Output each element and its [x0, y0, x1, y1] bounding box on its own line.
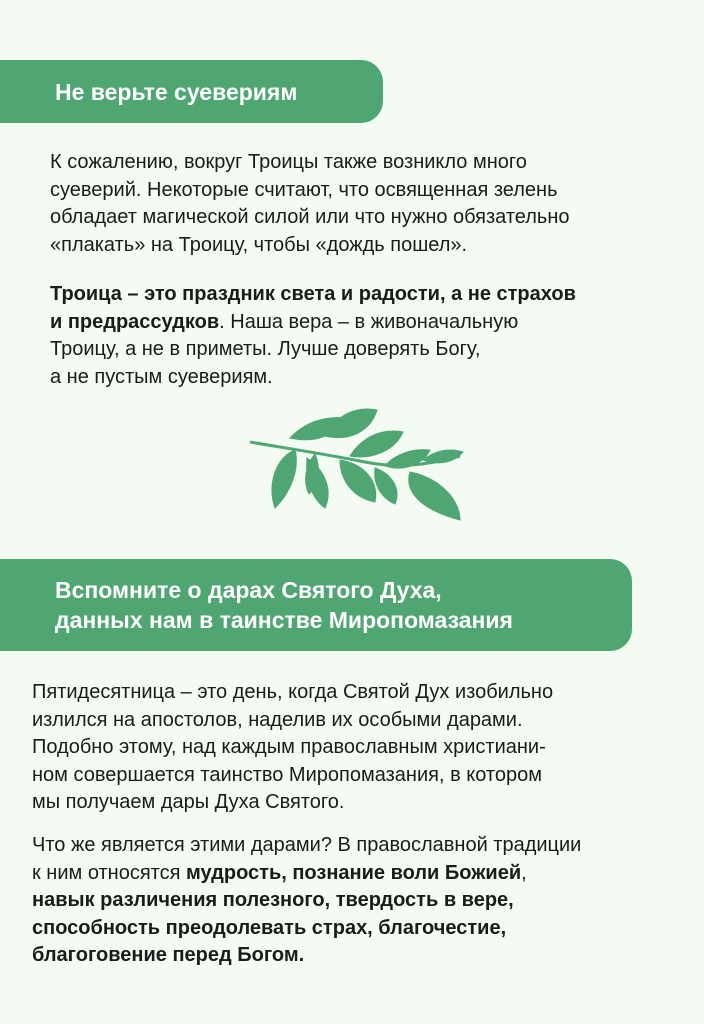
bold-text: и предрассудков: [50, 310, 220, 333]
text-line: суеверий. Некоторые считают, что освященная зелень: [50, 178, 558, 201]
text-line: [32, 915, 581, 943]
bold-text: навык различения полезного, твердость в вере,: [32, 889, 514, 911]
text-segment: ,: [521, 861, 527, 884]
gifts-paragraph: [32, 832, 581, 970]
bold-text: способность преодолевать страх, благочестие,: [32, 916, 507, 939]
text-line: К сожалению, вокруг Троицы также возникло много: [50, 151, 527, 173]
section-title-banner: [0, 60, 383, 123]
birch-branch-icon: [245, 408, 470, 523]
bold-text: благоговение перед Богом.: [32, 944, 305, 966]
text-line: ном совершается таинство Миропомазания, в котором: [32, 763, 542, 786]
text-segment: . Наша вера – в живоначальную: [219, 310, 519, 333]
bold-text: мудрость, познание воли Божией: [186, 861, 522, 884]
text-line: [32, 860, 581, 888]
section-title: Не верьте суевериям: [55, 79, 298, 105]
section-title-banner: [0, 559, 632, 651]
section-title-line: Вспомните о дарах Святого Духа,: [55, 577, 442, 603]
text-line: обладает магической силой или что нужно обязательно: [50, 206, 570, 228]
pentecost-paragraph: [32, 679, 553, 817]
text-line: мы получаем дары Духа Святого.: [32, 791, 345, 813]
bold-text: Троица – это праздник света и радости, а не страхов: [50, 283, 576, 305]
trinity-paragraph: [50, 281, 576, 391]
text-line: а не пустым суевериям.: [50, 365, 273, 388]
superstition-paragraph: [50, 149, 570, 259]
text-line: [50, 309, 576, 337]
text-line: Троицу, а не в приметы. Лучше доверять Богу,: [50, 338, 481, 360]
text-segment: к ним относятся: [32, 861, 186, 884]
section-title-line: данных нам в таинстве Миропомазания: [55, 607, 513, 633]
text-line: [50, 281, 576, 309]
text-line: Пятидесятница – это день, когда Святой Дух изобильно: [32, 681, 554, 703]
text-line: Что же является этими дарами? В православной традиции: [32, 834, 582, 856]
text-line: [32, 887, 581, 915]
text-line: «плакать» на Троицу, чтобы «дождь пошел».: [50, 233, 468, 256]
text-line: излился на апостолов, наделив их особыми дарами.: [32, 708, 523, 731]
text-line: Подобно этому, над каждым православным христиани-: [32, 736, 546, 758]
text-line: [32, 942, 581, 970]
